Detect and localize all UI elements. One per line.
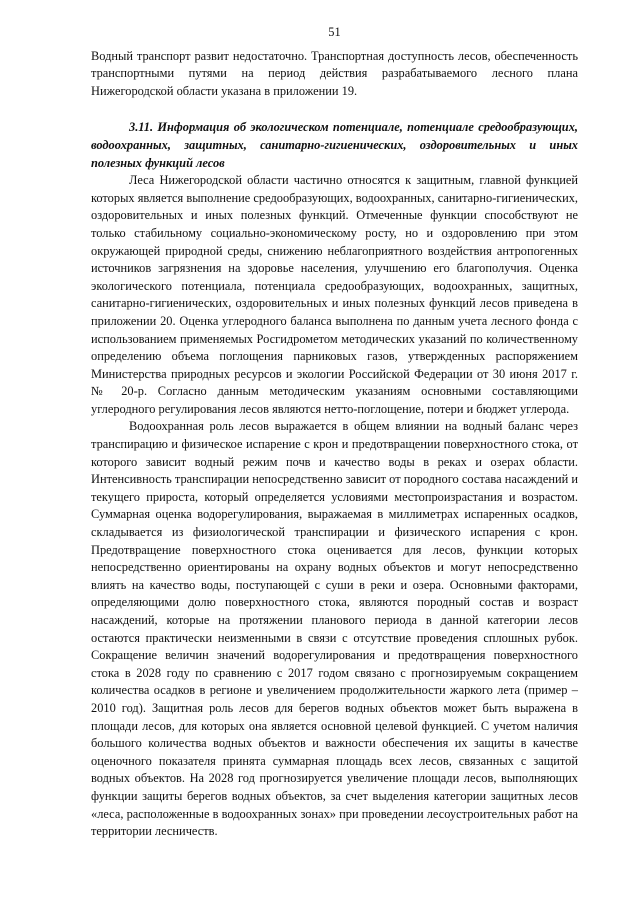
intro-paragraph: Водный транспорт развит недостаточно. Транспортная доступность лесов, обеспеченность транспортными путями на период действия разрабатываемого лесного плана Нижегородской области указана в приложении 19. (91, 48, 578, 98)
section-heading: 3.11. Информация об экологическом потенциале, потенциале средообразующих, водоохранных, защитных, санитарно-гигиенических, оздоровительных и иных полезных функций лесов (91, 120, 578, 170)
page-number: 51 (328, 25, 341, 39)
paragraph-water-protection: Водоохранная роль лесов выражается в общем влиянии на водный баланс через транспирацию и физическое испарение с крон и предотвращении поверхностного стока, от которого зависит водный режим почв и качество воды в реках и озерах области. Интенсивность транспирации непосредственно зависит от породного состава насаждений и текущего прироста, который определяется условиями местопроизрастания и возрастом. Суммарная оценка водорегулирования, выражаемая в миллиметрах испаренных осадков, складывается из физиологической транспирации и физического испарения с крон. Предотвращение поверхностного стока оценивается для лесов, функции которых непосредственно ориентированы на охрану водных объектов и могут непосредственно влиять на качество воды, поступающей с суши в реки и озера. Основными факторами, определяющими долю поверхностного стока, являются породный состав и возраст насаждений, которые на протяжении планового периода в данной категории лесов остаются практически неизменными в связи с отсутствие проведения сплошных рубок. Сокращение величин значений водорегулирования и предотвращения поверхностного стока в 2028 году по сравнению с 2017 годом связано с прогнозируемым сокращением количества осадков в регионе и увеличением продолжительности жаркого лета (пример – 2010 год). Защитная роль лесов для берегов водных объектов может быть выражена в площади лесов, для которых она является основной целевой функцией. С учетом наличия большого количества водных объектов и важности обеспечения их защиты в качестве оценочного показателя принята суммарная площадь всех лесов, связанных с защитой водных объектов. На 2028 год прогнозируется увеличение площади лесов, выполняющих функции защиты берегов водных объектов, за счет выделения категории защитных лесов «леса, расположенные в водоохранных зонах» при проведении лесоустроительных работ на территории лесничеств. (91, 419, 578, 839)
paragraph-ecological-functions: Леса Нижегородской области частично относятся к защитным, главной функцией которых является выполнение средообразующих, водоохранных, санитарно-гигиенических, оздоровительных и иных полезных функций. Отмеченные функции способствуют не только стабильному социально-экономическому росту, но и оздоровлению при этом окружающей природной среды, снижению неблагоприятного воздействия антропогенных источников загрязнения на здоровье населения, улучшению его благополучия. Оценка экологического потенциала, потенциала средообразующих, водоохранных, защитных, санитарно-гигиенических, оздоровительных и иных полезных функций лесов приведена в приложении 20. Оценка углеродного баланса выполнена по данным учета лесного фонда с использованием применяемых Росгидрометом методических указаний по количественному определению объема поглощения парниковых газов, утвержденных распоряжением Министерства природных ресурсов и экологии Российской Федерации от 30 июня 2017 г. № 20-р. Согласно данным методическим указаниям основными составляющими углеродного регулирования лесов являются нетто-поглощение, потери и бюджет углерода. (91, 173, 578, 416)
